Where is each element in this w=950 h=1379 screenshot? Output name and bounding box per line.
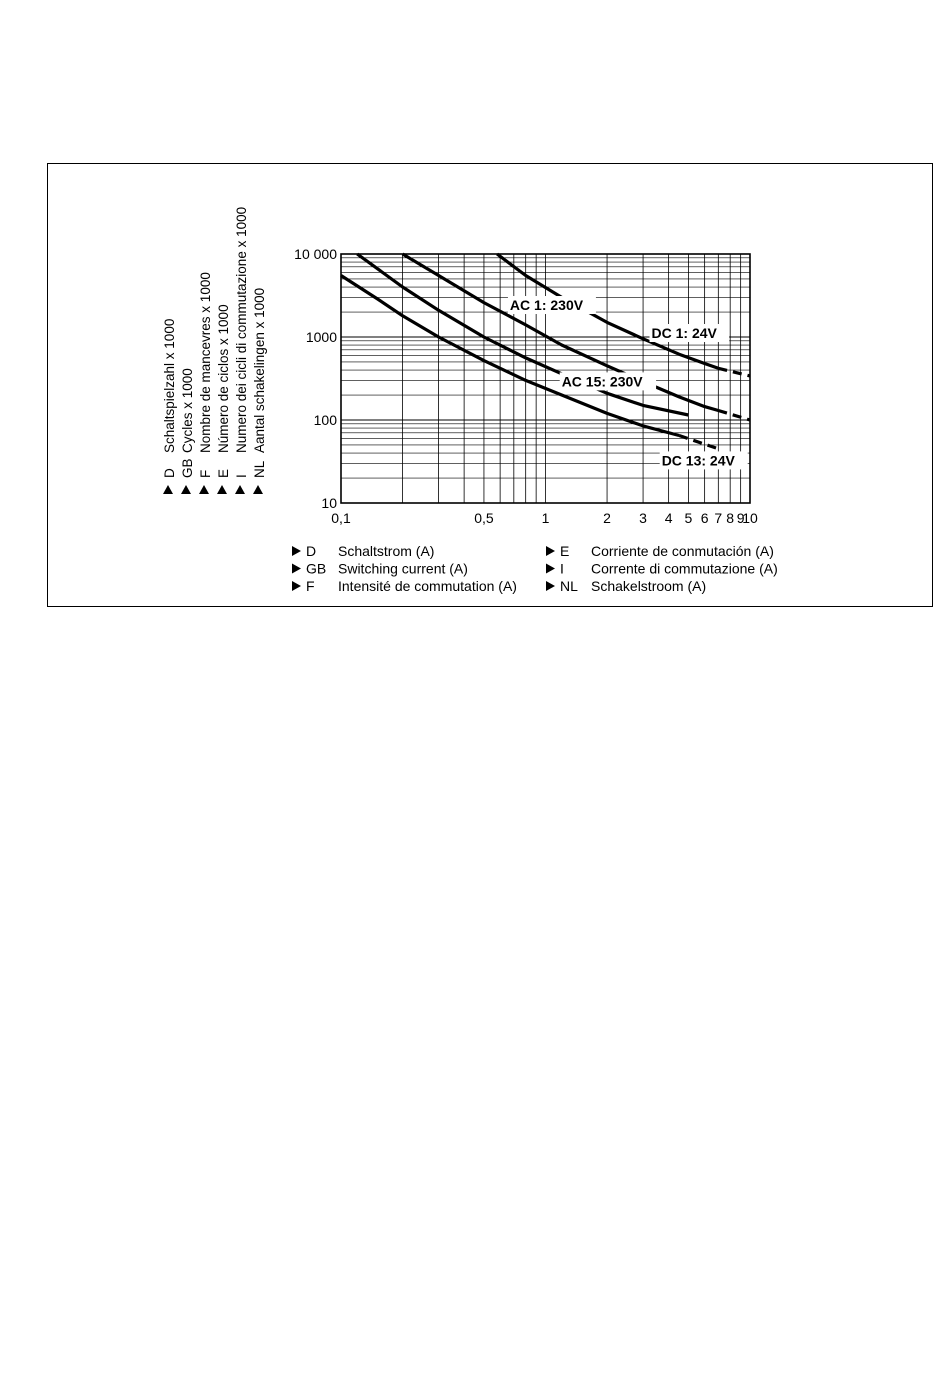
curve-extension-dc-1-24v (718, 368, 750, 376)
language-code: GB (180, 458, 195, 478)
arrow-icon (546, 581, 555, 591)
language-code: I (560, 560, 564, 577)
y-tick-label: 100 (313, 412, 337, 428)
y-axis-label-text: Nombre de mancevres x 1000 (198, 272, 213, 453)
y-axis-label-d (162, 319, 177, 494)
language-code: E (216, 468, 231, 478)
x-tick-label: 6 (700, 510, 709, 526)
language-code: NL (252, 460, 267, 478)
arrow-icon (235, 485, 245, 494)
y-tick-label: 10 000 (294, 246, 337, 262)
x-axis-label-text: Switching current (A) (338, 560, 468, 577)
language-code: D (306, 543, 317, 559)
x-tick-label: 1 (541, 510, 550, 526)
x-tick-label: 0,5 (474, 510, 494, 526)
arrow-icon (163, 485, 173, 494)
y-axis-label-i (234, 207, 249, 494)
y-axis-label-e (216, 304, 231, 494)
y-axis-label-text: Numero dei cicli di commutazione x 1000 (234, 206, 249, 453)
language-code: F (306, 578, 315, 594)
arrow-icon (292, 564, 301, 574)
curve-label: AC 15: 230V (561, 373, 643, 390)
chart (48, 164, 932, 606)
arrow-icon (253, 485, 263, 494)
x-tick-label: 4 (664, 510, 673, 526)
language-code: GB (306, 560, 327, 577)
arrow-icon (546, 546, 555, 556)
language-code: E (560, 543, 570, 559)
x-axis-label-text: Corrente di commutazione (A) (591, 560, 778, 577)
x-axis-label-text: Intensité de commutation (A) (338, 578, 517, 594)
y-axis-label-gb (180, 368, 195, 494)
language-code: I (234, 474, 249, 478)
x-tick-label: 9 (736, 510, 745, 526)
arrow-icon (181, 485, 191, 494)
y-tick-label: 1000 (305, 329, 337, 345)
arrow-icon (217, 485, 227, 494)
x-tick-label: 0,1 (331, 510, 351, 526)
y-axis-label-text: Número de ciclos x 1000 (216, 304, 231, 453)
curve-extension-ac-1-230v (718, 411, 750, 421)
y-axis-label-text: Cycles x 1000 (180, 368, 195, 453)
y-tick-label: 10 (321, 495, 337, 511)
arrow-icon (199, 485, 209, 494)
x-axis-label-text: Corriente de conmutación (A) (591, 543, 774, 559)
x-tick-label: 3 (639, 510, 647, 526)
figure-frame (47, 163, 933, 607)
arrow-icon (292, 581, 301, 591)
x-tick-label: 2 (603, 510, 611, 526)
x-tick-label: 7 (714, 510, 723, 526)
language-code: F (198, 469, 213, 478)
x-tick-label: 8 (726, 510, 735, 526)
curve-label: DC 13: 24V (661, 452, 735, 469)
arrow-icon (546, 564, 555, 574)
y-axis-label-f (198, 272, 213, 494)
language-code: D (162, 468, 177, 478)
x-axis-label-text: Schakelstroom (A) (591, 578, 707, 594)
x-axis-label-text: Schaltstrom (A) (338, 543, 435, 559)
curve-label: AC 1: 230V (509, 297, 584, 314)
y-axis-label-text: Aantal schakelingen x 1000 (252, 287, 267, 453)
language-code: NL (560, 578, 578, 594)
x-tick-label: 5 (684, 510, 693, 526)
arrow-icon (292, 546, 301, 556)
curve-label: DC 1: 24V (651, 325, 717, 341)
curve-extension-dc-13-24v (679, 436, 718, 449)
x-tick-label: 10 (742, 510, 758, 526)
curve-ac-15-230v (357, 254, 688, 415)
y-axis-label-nl (252, 288, 267, 494)
y-axis-label-text: Schaltspielzahl x 1000 (162, 318, 177, 453)
